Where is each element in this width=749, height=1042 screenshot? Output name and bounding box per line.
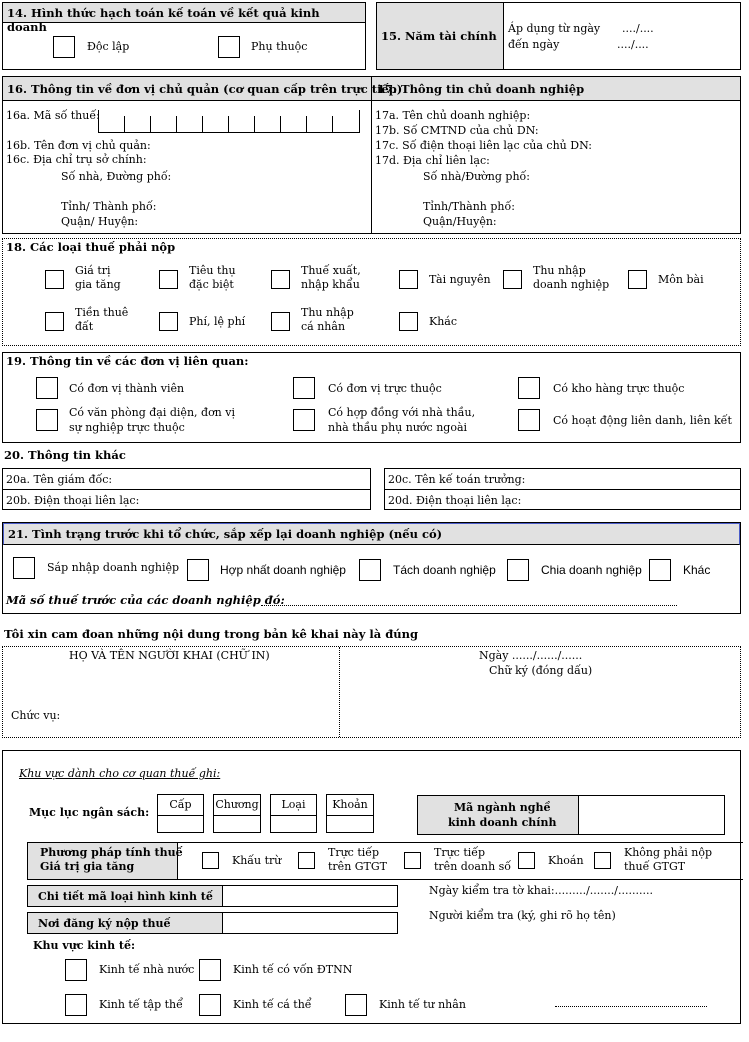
checkbox-special-tax[interactable]: [159, 270, 178, 289]
checkbox-vat[interactable]: [45, 270, 64, 289]
checkbox-corporate-income[interactable]: [503, 270, 522, 289]
budget-index-label: Mục lục ngân sách:: [29, 806, 150, 819]
checkbox-other-restructure[interactable]: [649, 559, 671, 581]
label-other-restructure: Khác: [683, 563, 711, 577]
section-16-title: 16. Thông tin về đơn vị chủ quản (cơ quan cấp trên trực tiếp): [7, 82, 403, 96]
checkbox-land-rent[interactable]: [45, 312, 64, 331]
checkbox-fees[interactable]: [159, 312, 178, 331]
checkbox-merger[interactable]: [13, 557, 35, 579]
previous-tax-codes-input[interactable]: [261, 605, 677, 606]
label-from-date: Áp dụng từ ngày: [508, 22, 601, 35]
checkbox-rep-office[interactable]: [36, 409, 58, 431]
label-division: Chia doanh nghiệp: [541, 563, 642, 577]
label-merger: Sáp nhập doanh nghiệp: [47, 561, 180, 574]
checkbox-warehouse[interactable]: [518, 377, 540, 399]
checkbox-direct-revenue[interactable]: [404, 852, 421, 869]
label-split: Tách doanh nghiệp: [393, 563, 496, 577]
label-affiliated-unit: Có đơn vị trực thuộc: [328, 382, 442, 395]
label-land-2: đất: [75, 320, 94, 333]
label-lump-sum: Khoán: [548, 854, 584, 867]
checkbox-fdi-economy[interactable]: [199, 959, 221, 981]
tax-register-place-box: [27, 912, 398, 934]
tax-area-label: Khu vực dành cho cơ quan thuế ghi:: [19, 767, 221, 780]
checkbox-license-tax[interactable]: [628, 270, 647, 289]
label-fees: Phí, lệ phí: [189, 315, 246, 328]
label-16-city: Tỉnh/ Thành phố:: [61, 200, 157, 213]
from-date-value[interactable]: ..../....: [622, 22, 654, 35]
budget-cap-label: Cấp: [158, 795, 203, 816]
section-15: [376, 2, 741, 70]
label-vat-2: gia tăng: [75, 278, 121, 291]
tax-code-input-16a[interactable]: [98, 110, 360, 133]
section-15-title: 15. Năm tài chính: [381, 29, 497, 43]
checkbox-private-economy[interactable]: [345, 994, 367, 1016]
section-19: [2, 352, 741, 443]
label-corp-1: Thu nhập: [533, 264, 586, 277]
label-17a: 17a. Tên chủ doanh nghiệp:: [375, 109, 531, 122]
label-no-vat-2: thuế GTGT: [624, 860, 686, 873]
label-17b: 17b. Số CMTND của chủ DN:: [375, 124, 539, 137]
economic-sector-label: Khu vực kinh tế:: [33, 939, 136, 952]
econ-type-detail-label: Chi tiết mã loại hình kinh tế: [38, 890, 213, 903]
label-16b: 16b. Tên đơn vị chủ quản:: [6, 139, 151, 152]
signature-label: Chữ ký (đóng dấu): [489, 664, 593, 677]
label-special-2: đặc biệt: [189, 278, 234, 291]
label-rep-office-2: sự nghiệp trực thuộc: [69, 421, 185, 434]
label-fdi-economy: Kinh tế có vốn ĐTNN: [233, 963, 353, 976]
label-joint-venture: Có hoạt động liên danh, liên kết: [553, 414, 732, 427]
checkbox-import-export[interactable]: [271, 270, 290, 289]
econ-type-detail-box: [27, 885, 398, 907]
checkbox-foreign-contractor[interactable]: [293, 409, 315, 431]
label-collective-economy: Kinh tế tập thể: [99, 998, 183, 1011]
vat-method-label-1: Phương pháp tính thuế: [40, 846, 183, 859]
checkbox-joint-venture[interactable]: [518, 409, 540, 431]
section-20-right: [384, 468, 741, 510]
section-18-title: 18. Các loại thuế phải nộp: [6, 240, 176, 254]
label-consolidation: Hợp nhất doanh nghiệp: [220, 563, 346, 577]
label-vat-1: Giá trị: [75, 264, 111, 277]
label-17c: 17c. Số điện thoại liên lạc của chủ DN:: [375, 139, 593, 152]
label-16-street: Số nhà, Đường phố:: [61, 170, 172, 183]
label-deduction: Khấu trừ: [232, 854, 282, 867]
budget-loai-label: Loại: [271, 795, 316, 816]
label-pit-1: Thu nhập: [301, 306, 354, 319]
label-contractor-1: Có hợp đồng với nhà thầu,: [328, 406, 476, 419]
econ-type-detail-input[interactable]: [223, 886, 397, 906]
label-20d: 20d. Điện thoại liên lạc:: [388, 494, 522, 507]
label-17-street: Số nhà/Đường phố:: [423, 170, 530, 183]
label-private-economy: Kinh tế tư nhân: [379, 998, 466, 1011]
checkbox-direct-gtgt[interactable]: [298, 852, 315, 869]
section-14: [2, 2, 366, 70]
label-20b: 20b. Điện thoại liên lạc:: [6, 494, 140, 507]
main-business-label-1: Mã ngành nghề: [454, 801, 551, 814]
checkbox-deduction[interactable]: [202, 852, 219, 869]
label-17d: 17d. Địa chỉ liên lạc:: [375, 154, 490, 167]
label-direct-revenue-2: trên doanh số: [434, 860, 512, 873]
label-previous-tax-codes: Mã số thuế trước của các doanh nghiệp đó:: [6, 593, 285, 607]
checkbox-phu-thuoc[interactable]: [218, 36, 240, 58]
label-17-district: Quận/Huyện:: [423, 215, 497, 228]
position-label: Chức vụ:: [11, 709, 61, 722]
label-16-district: Quận/ Huyện:: [61, 215, 139, 228]
section-20-left: [2, 468, 371, 510]
checkbox-individual-economy[interactable]: [199, 994, 221, 1016]
checkbox-lump-sum[interactable]: [518, 852, 535, 869]
budget-khoan-label: Khoản: [327, 795, 373, 816]
label-contractor-2: nhà thầu phụ nước ngoài: [328, 421, 468, 434]
main-business-code-box: [417, 795, 725, 835]
main-business-label-2: kinh doanh chính: [448, 816, 557, 829]
label-license: Môn bài: [658, 273, 704, 286]
main-business-code-input[interactable]: [579, 796, 724, 834]
label-pit-2: cá nhân: [301, 320, 346, 333]
section-17-title: 17. Thông tin chủ doanh nghiệp: [377, 82, 585, 96]
label-doc-lap: Độc lập: [87, 40, 130, 53]
budget-cap-box[interactable]: [157, 794, 204, 833]
section-20-title: 20. Thông tin khác: [4, 448, 126, 462]
checker-label: Người kiểm tra (ký, ghi rõ họ tên): [429, 909, 616, 922]
budget-chuong-label: Chương: [214, 795, 260, 816]
checkbox-collective-economy[interactable]: [65, 994, 87, 1016]
checkbox-other-tax[interactable]: [399, 312, 418, 331]
label-impexp-2: nhập khẩu: [301, 278, 360, 291]
section-16-17: [2, 76, 741, 234]
checker-signature-line[interactable]: [555, 1006, 707, 1007]
label-direct-gtgt-1: Trực tiếp: [328, 846, 380, 859]
checkbox-state-economy[interactable]: [65, 959, 87, 981]
tax-register-place-label: Nơi đăng ký nộp thuế: [38, 917, 171, 930]
checkbox-no-vat[interactable]: [594, 852, 611, 869]
checkbox-personal-income[interactable]: [271, 312, 290, 331]
label-impexp-1: Thuế xuất,: [301, 264, 361, 277]
date-label: Ngày ....../....../......: [479, 649, 583, 662]
declaration-text: Tôi xin cam đoan những nội dung trong bản kê khai này là đúng: [4, 627, 419, 641]
label-rep-office-1: Có văn phòng đại diện, đơn vị: [69, 406, 235, 419]
label-no-vat-1: Không phải nộp: [624, 846, 712, 859]
checkbox-doc-lap[interactable]: [53, 36, 75, 58]
section-14-title: 14. Hình thức hạch toán kế toán về kết quả kinh doanh: [3, 3, 365, 23]
section-19-title: 19. Thông tin về các đơn vị liên quan:: [6, 354, 249, 368]
budget-khoan-box[interactable]: [326, 794, 374, 833]
checkbox-split[interactable]: [359, 559, 381, 581]
budget-chuong-box[interactable]: [213, 794, 261, 833]
checkbox-division[interactable]: [507, 559, 529, 581]
declarant-name-label: HỌ VÀ TÊN NGƯỜI KHAI (CHỮ IN): [69, 649, 270, 662]
label-direct-revenue-1: Trực tiếp: [434, 846, 486, 859]
label-resources: Tài nguyên: [429, 273, 491, 286]
label-member-unit: Có đơn vị thành viên: [69, 382, 185, 395]
label-state-economy: Kinh tế nhà nước: [99, 963, 195, 976]
label-16a: 16a. Mã số thuế:: [6, 109, 100, 122]
checkbox-resources[interactable]: [399, 270, 418, 289]
label-individual-economy: Kinh tế cá thể: [233, 998, 312, 1011]
label-other-tax: Khác: [429, 315, 458, 328]
check-date-label: Ngày kiểm tra tờ khai:........./......./..........: [429, 884, 653, 897]
label-17-city: Tỉnh/Thành phố:: [423, 200, 515, 213]
label-to-date: đến ngày: [508, 38, 560, 51]
checkbox-consolidation[interactable]: [187, 559, 209, 581]
section-21-title: 21. Tình trạng trước khi tổ chức, sắp xếp lại doanh nghiệp (nếu có): [3, 523, 740, 545]
label-direct-gtgt-2: trên GTGT: [328, 860, 388, 873]
section-18: [2, 238, 741, 346]
tax-authority-area: [2, 750, 741, 1024]
label-corp-2: doanh nghiệp: [533, 278, 610, 291]
label-phu-thuoc: Phụ thuộc: [251, 40, 308, 53]
label-land-1: Tiền thuê: [75, 306, 129, 319]
section-21: [2, 522, 741, 614]
checkbox-member-unit[interactable]: [36, 377, 58, 399]
declaration-box: [2, 646, 741, 738]
label-16c: 16c. Địa chỉ trụ sở chính:: [6, 153, 147, 166]
label-20c: 20c. Tên kế toán trưởng:: [388, 473, 526, 486]
vat-method-box: [27, 842, 743, 880]
budget-loai-box[interactable]: [270, 794, 317, 833]
label-warehouse: Có kho hàng trực thuộc: [553, 382, 685, 395]
label-20a: 20a. Tên giám đốc:: [6, 473, 113, 486]
label-special-1: Tiêu thụ: [189, 264, 236, 277]
to-date-value[interactable]: ..../....: [617, 38, 649, 51]
checkbox-affiliated-unit[interactable]: [293, 377, 315, 399]
vat-method-label-2: Giá trị gia tăng: [40, 860, 135, 873]
tax-register-place-input[interactable]: [223, 913, 397, 933]
